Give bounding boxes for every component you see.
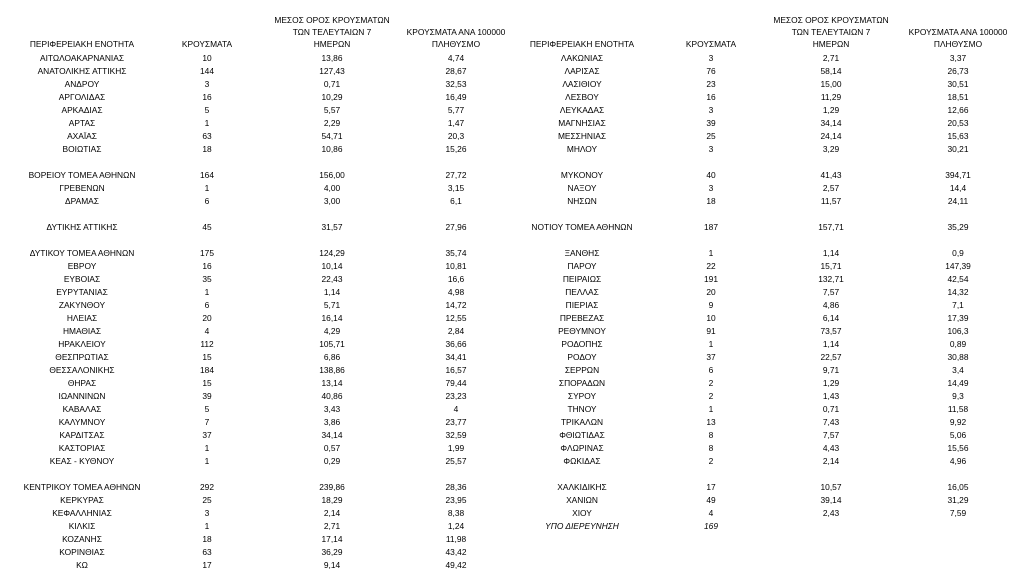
region-name: ΝΗΣΩΝ <box>567 196 597 206</box>
average-value: 15,71 <box>820 261 842 271</box>
cases-value: 25 <box>202 495 212 505</box>
average-value: 7,57 <box>822 430 840 440</box>
cases-value: 15 <box>202 378 212 388</box>
cases-value: 35 <box>202 274 212 284</box>
cases-value: 191 <box>704 274 718 284</box>
per-100k-value: 28,67 <box>445 66 467 76</box>
cases-value: 37 <box>202 430 212 440</box>
per-100k-value: 27,72 <box>445 170 467 180</box>
per-100k-value: 3,4 <box>952 365 964 375</box>
per-100k-value: 30,21 <box>947 144 969 154</box>
region-name: ΘΗΡΑΣ <box>67 378 97 388</box>
region-name: ΚΕΝΤΡΙΚΟΥ ΤΟΜΕΑ ΑΘΗΝΩΝ <box>23 482 141 492</box>
cases-value: 1 <box>708 248 714 258</box>
region-name: ΠΑΡΟΥ <box>567 261 597 271</box>
average-value: 54,71 <box>321 131 343 141</box>
average-value: 7,43 <box>822 417 840 427</box>
average-value: 34,14 <box>321 430 343 440</box>
cases-value: 18 <box>706 196 716 206</box>
average-value: 1,14 <box>323 287 341 297</box>
cases-value: 45 <box>202 222 212 232</box>
average-value: 10,86 <box>321 144 343 154</box>
per-100k-value: 11,98 <box>445 534 467 544</box>
region-name: ΤΡΙΚΑΛΩΝ <box>560 417 604 427</box>
region-name: ΑΙΤΩΛΟΑΚΑΡΝΑΝΙΑΣ <box>39 53 125 63</box>
per-100k-value: 42,54 <box>947 274 969 284</box>
cases-value: 112 <box>200 339 214 349</box>
region-name: ΚΕΡΚΥΡΑΣ <box>60 495 104 505</box>
per-100k-value: 14,72 <box>445 300 467 310</box>
cases-column-header: ΚΡΟΥΣΜΑΤΑ <box>685 39 737 49</box>
cases-value: 2 <box>708 456 714 466</box>
region-name: ΚΑΣΤΟΡΙΑΣ <box>58 443 106 453</box>
average-value: 2,14 <box>822 456 840 466</box>
average-value: 10,14 <box>321 261 343 271</box>
per-100k-value: 7,59 <box>949 508 967 518</box>
average-value: 6,86 <box>323 352 341 362</box>
region-name: ΡΟΔΟΠΗΣ <box>561 339 603 349</box>
average-value: 36,29 <box>321 547 343 557</box>
average-value: 4,86 <box>822 300 840 310</box>
average-value: 239,86 <box>319 482 345 492</box>
average-value: 6,14 <box>822 313 840 323</box>
average-value: 13,14 <box>321 378 343 388</box>
average-value: 40,86 <box>321 391 343 401</box>
cases-value: 39 <box>706 118 716 128</box>
average-7-days-column-header: ΜΕΣΟΣ ΟΡΟΣ ΚΡΟΥΣΜΑΤΩΝ <box>274 15 390 25</box>
per-100k-value: 3,15 <box>447 183 465 193</box>
cases-value: 20 <box>706 287 716 297</box>
average-value: 39,14 <box>820 495 842 505</box>
per-100k-value: 16,57 <box>445 365 467 375</box>
cases-value: 1 <box>204 287 210 297</box>
cases-value: 20 <box>202 313 212 323</box>
per-100k-value: 27,96 <box>445 222 467 232</box>
region-name: ΕΥΒΟΙΑΣ <box>63 274 101 284</box>
region-name: ΝΟΤΙΟΥ ΤΟΜΕΑ ΑΘΗΝΩΝ <box>531 222 633 232</box>
cases-value: 16 <box>202 261 212 271</box>
per-100k-value: 35,29 <box>947 222 969 232</box>
average-value: 138,86 <box>319 365 345 375</box>
average-value: 3,43 <box>323 404 341 414</box>
cases-value: 15 <box>202 352 212 362</box>
per-100k-value: 147,39 <box>945 261 971 271</box>
region-name: ΠΙΕΡΙΑΣ <box>565 300 599 310</box>
cases-value: 37 <box>706 352 716 362</box>
per-100k-value: 17,39 <box>947 313 969 323</box>
region-name: ΦΘΙΩΤΙΔΑΣ <box>559 430 605 440</box>
region-name: ΗΜΑΘΙΑΣ <box>62 326 102 336</box>
cases-value: 8 <box>708 430 714 440</box>
average-value: 2,71 <box>822 53 840 63</box>
average-7-days-column-header: ΜΕΣΟΣ ΟΡΟΣ ΚΡΟΥΣΜΑΤΩΝ <box>773 15 889 25</box>
cases-value: 2 <box>708 378 714 388</box>
per-100k-value: 1,47 <box>447 118 465 128</box>
cases-value: 187 <box>704 222 718 232</box>
region-name: ΚΟΡΙΝΘΙΑΣ <box>59 547 105 557</box>
region-name: ΑΝΔΡΟΥ <box>64 79 100 89</box>
average-value: 1,29 <box>822 105 840 115</box>
region-column-header: ΠΕΡΙΦΕΡΕΙΑΚΗ ΕΝΟΤΗΤΑ <box>529 39 635 49</box>
cases-value: 91 <box>706 326 716 336</box>
average-value: 16,14 <box>321 313 343 323</box>
per-100k-value: 5,06 <box>949 430 967 440</box>
per-100k-value: 12,66 <box>947 105 969 115</box>
per-100k-value: 23,95 <box>445 495 467 505</box>
region-name: ΚΑΒΑΛΑΣ <box>62 404 102 414</box>
region-name: ΕΥΡΥΤΑΝΙΑΣ <box>56 287 108 297</box>
average-value: 4,00 <box>323 183 341 193</box>
average-value: 1,14 <box>822 339 840 349</box>
cases-value: 10 <box>202 53 212 63</box>
cases-value: 7 <box>204 417 210 427</box>
cases-value: 5 <box>204 105 210 115</box>
average-value: 58,14 <box>820 66 842 76</box>
region-name: ΛΑΣΙΘΙΟΥ <box>562 79 602 89</box>
average-value: 24,14 <box>820 131 842 141</box>
per-100k-value: 11,58 <box>947 404 969 414</box>
region-name: ΔΥΤΙΚΗΣ ΑΤΤΙΚΗΣ <box>46 222 118 232</box>
cases-value: 3 <box>708 105 714 115</box>
region-name: ΚΑΛΥΜΝΟΥ <box>58 417 106 427</box>
cases-value: 4 <box>204 326 210 336</box>
per-100k-value: 9,3 <box>952 391 964 401</box>
per-100k-value: 15,26 <box>445 144 467 154</box>
per-100k-value: 23,23 <box>445 391 467 401</box>
cases-value: 25 <box>706 131 716 141</box>
per-100k-value: 1,24 <box>447 521 465 531</box>
average-value: 0,71 <box>822 404 840 414</box>
average-value: 156,00 <box>319 170 345 180</box>
per-100k-value: 16,6 <box>447 274 465 284</box>
cases-value: 164 <box>200 170 214 180</box>
per-100k-value: 4,98 <box>447 287 465 297</box>
average-value: 9,14 <box>323 560 341 570</box>
region-name: ΛΑΡΙΣΑΣ <box>564 66 600 76</box>
region-name: ΔΡΑΜΑΣ <box>65 196 99 206</box>
average-value: 18,29 <box>321 495 343 505</box>
average-value: 132,71 <box>818 274 844 284</box>
cases-value: 10 <box>706 313 716 323</box>
per-100k-value: 28,36 <box>445 482 467 492</box>
region-name: ΒΟΙΩΤΙΑΣ <box>62 144 102 154</box>
cases-value: 169 <box>704 521 718 531</box>
per-100k-value: 43,42 <box>445 547 467 557</box>
average-value: 127,43 <box>319 66 345 76</box>
region-name: ΥΠΟ ΔΙΕΡΕΥΝΗΣΗ <box>545 521 619 531</box>
cases-value: 8 <box>708 443 714 453</box>
region-name: ΚΕΑΣ - ΚΥΘΝΟΥ <box>49 456 115 466</box>
average-value: 0,71 <box>323 79 341 89</box>
per-100k-value: 15,56 <box>947 443 969 453</box>
region-name: ΒΟΡΕΙΟΥ ΤΟΜΕΑ ΑΘΗΝΩΝ <box>28 170 136 180</box>
average-value: 11,29 <box>820 92 842 102</box>
average-value: 4,29 <box>323 326 341 336</box>
average-value: 9,71 <box>822 365 840 375</box>
average-value: 124,29 <box>319 248 345 258</box>
region-name: ΦΛΩΡΙΝΑΣ <box>560 443 604 453</box>
region-name: ΚΕΦΑΛΛΗΝΙΑΣ <box>52 508 112 518</box>
average-value: 4,43 <box>822 443 840 453</box>
per-100k-value: 4,74 <box>447 53 465 63</box>
cases-value: 1 <box>204 521 210 531</box>
per-100k-value: 16,49 <box>445 92 467 102</box>
region-name: ΕΒΡΟΥ <box>67 261 97 271</box>
per-100k-value: 23,77 <box>445 417 467 427</box>
per-100k-value: 0,9 <box>952 248 964 258</box>
cases-value: 3 <box>708 53 714 63</box>
per-100k-value: 25,57 <box>445 456 467 466</box>
cases-value: 16 <box>706 92 716 102</box>
region-name: ΓΡΕΒΕΝΩΝ <box>59 183 105 193</box>
region-name: ΙΩΑΝΝΙΝΩΝ <box>58 391 106 401</box>
region-name: ΛΕΣΒΟΥ <box>565 92 599 102</box>
cases-value: 63 <box>202 131 212 141</box>
region-name: ΠΕΙΡΑΙΩΣ <box>562 274 602 284</box>
cases-value: 1 <box>708 339 714 349</box>
region-name: ΜΑΓΝΗΣΙΑΣ <box>558 118 606 128</box>
per-100k-value: 1,99 <box>447 443 465 453</box>
cases-value: 17 <box>706 482 716 492</box>
average-7-days-column-header: ΗΜΕΡΩΝ <box>313 39 351 49</box>
cases-value: 175 <box>200 248 214 258</box>
cases-value: 18 <box>202 144 212 154</box>
cases-column-header: ΚΡΟΥΣΜΑΤΑ <box>181 39 233 49</box>
average-value: 3,29 <box>822 144 840 154</box>
per-100k-value: 16,05 <box>947 482 969 492</box>
average-7-days-column-header: ΤΩΝ ΤΕΛΕΥΤΑΙΩΝ 7 <box>292 27 372 37</box>
cases-value: 292 <box>200 482 214 492</box>
cases-value: 1 <box>708 404 714 414</box>
average-value: 2,43 <box>822 508 840 518</box>
cases-value: 49 <box>706 495 716 505</box>
cases-value: 1 <box>204 183 210 193</box>
cases-value: 6 <box>204 300 210 310</box>
region-name: ΑΝΑΤΟΛΙΚΗΣ ΑΤΤΙΚΗΣ <box>37 66 127 76</box>
average-value: 11,57 <box>820 196 842 206</box>
average-value: 7,57 <box>822 287 840 297</box>
per-100k-value: 2,84 <box>447 326 465 336</box>
region-name: ΣΠΟΡΑΔΩΝ <box>558 378 606 388</box>
region-name: ΛΑΚΩΝΙΑΣ <box>560 53 604 63</box>
region-name: ΚΩ <box>76 560 88 570</box>
average-value: 3,86 <box>323 417 341 427</box>
region-column-header: ΠΕΡΙΦΕΡΕΙΑΚΗ ΕΝΟΤΗΤΑ <box>29 39 135 49</box>
per-100k-value: 32,59 <box>445 430 467 440</box>
per-100k-value: 9,92 <box>949 417 967 427</box>
average-value: 2,14 <box>323 508 341 518</box>
per-100k-value: 35,74 <box>445 248 467 258</box>
per-100k-value: 30,88 <box>947 352 969 362</box>
cases-value: 5 <box>204 404 210 414</box>
average-7-days-column-header: ΤΩΝ ΤΕΛΕΥΤΑΙΩΝ 7 <box>791 27 871 37</box>
average-value: 15,00 <box>820 79 842 89</box>
region-name: ΚΙΛΚΙΣ <box>68 521 96 531</box>
region-name: ΖΑΚΥΝΘΟΥ <box>58 300 106 310</box>
cases-value: 3 <box>204 508 210 518</box>
cases-value: 6 <box>708 365 714 375</box>
cases-value: 1 <box>204 456 210 466</box>
average-7-days-column-header: ΗΜΕΡΩΝ <box>812 39 850 49</box>
average-value: 3,00 <box>323 196 341 206</box>
per-100k-value: 34,41 <box>445 352 467 362</box>
region-name: ΜΥΚΟΝΟΥ <box>560 170 604 180</box>
region-name: ΦΩΚΙΔΑΣ <box>563 456 601 466</box>
cases-value: 1 <box>204 118 210 128</box>
region-name: ΘΕΣΣΑΛΟΝΙΚΗΣ <box>49 365 115 375</box>
region-name: ΜΗΛΟΥ <box>566 144 598 154</box>
average-value: 5,57 <box>323 105 341 115</box>
average-value: 0,29 <box>323 456 341 466</box>
cases-value: 3 <box>204 79 210 89</box>
cases-value: 22 <box>706 261 716 271</box>
cases-value: 184 <box>200 365 214 375</box>
average-value: 73,57 <box>820 326 842 336</box>
region-name: ΘΕΣΠΡΩΤΙΑΣ <box>55 352 109 362</box>
cases-value: 39 <box>202 391 212 401</box>
per-100k-value: 14,49 <box>947 378 969 388</box>
average-value: 2,57 <box>822 183 840 193</box>
region-name: ΔΥΤΙΚΟΥ ΤΟΜΕΑ ΑΘΗΝΩΝ <box>29 248 135 258</box>
region-name: ΗΡΑΚΛΕΙΟΥ <box>58 339 106 349</box>
per-100k-column-header: ΠΛΗΘΥΣΜΟ <box>431 39 481 49</box>
average-value: 34,14 <box>820 118 842 128</box>
average-value: 105,71 <box>319 339 345 349</box>
per-100k-value: 15,63 <box>947 131 969 141</box>
cases-value: 18 <box>202 534 212 544</box>
per-100k-value: 14,4 <box>949 183 967 193</box>
region-name: ΣΕΡΡΩΝ <box>564 365 600 375</box>
per-100k-value: 79,44 <box>445 378 467 388</box>
average-value: 10,29 <box>321 92 343 102</box>
per-100k-value: 394,71 <box>945 170 971 180</box>
cases-value: 1 <box>204 443 210 453</box>
per-100k-value: 8,38 <box>447 508 465 518</box>
average-value: 1,14 <box>822 248 840 258</box>
per-100k-value: 12,55 <box>445 313 467 323</box>
per-100k-value: 10,81 <box>445 261 467 271</box>
cases-value: 144 <box>200 66 214 76</box>
per-100k-value: 30,51 <box>947 79 969 89</box>
region-name: ΡΕΘΥΜΝΟΥ <box>558 326 606 336</box>
per-100k-value: 5,77 <box>447 105 465 115</box>
per-100k-value: 24,11 <box>947 196 969 206</box>
region-name: ΑΡΚΑΔΙΑΣ <box>61 105 103 115</box>
per-100k-value: 36,66 <box>445 339 467 349</box>
per-100k-value: 18,51 <box>947 92 969 102</box>
cases-value: 4 <box>708 508 714 518</box>
region-name: ΧΑΛΚΙΔΙΚΗΣ <box>557 482 607 492</box>
cases-value: 6 <box>204 196 210 206</box>
region-name: ΞΑΝΘΗΣ <box>564 248 600 258</box>
cases-value: 76 <box>706 66 716 76</box>
average-value: 17,14 <box>321 534 343 544</box>
region-name: ΚΑΡΔΙΤΣΑΣ <box>59 430 105 440</box>
per-100k-value: 32,53 <box>445 79 467 89</box>
average-value: 13,86 <box>321 53 343 63</box>
cases-value: 9 <box>708 300 714 310</box>
per-100k-value: 0,89 <box>949 339 967 349</box>
average-value: 10,57 <box>820 482 842 492</box>
average-value: 5,71 <box>323 300 341 310</box>
cases-value: 17 <box>202 560 212 570</box>
region-name: ΡΟΔΟΥ <box>567 352 597 362</box>
region-name: ΤΗΝΟΥ <box>567 404 597 414</box>
cases-value: 16 <box>202 92 212 102</box>
region-name: ΣΥΡΟΥ <box>567 391 597 401</box>
per-100k-value: 4 <box>453 404 459 414</box>
per-100k-value: 14,32 <box>947 287 969 297</box>
cases-value: 3 <box>708 144 714 154</box>
region-name: ΧΑΝΙΩΝ <box>566 495 598 505</box>
region-name: ΑΧΑΪΑΣ <box>67 131 97 141</box>
region-name: ΛΕΥΚΑΔΑΣ <box>559 105 605 115</box>
average-value: 2,29 <box>323 118 341 128</box>
cases-value: 13 <box>706 417 716 427</box>
average-value: 22,57 <box>820 352 842 362</box>
average-value: 157,71 <box>818 222 844 232</box>
cases-value: 40 <box>706 170 716 180</box>
region-name: ΠΕΛΛΑΣ <box>565 287 599 297</box>
region-name: ΠΡΕΒΕΖΑΣ <box>559 313 605 323</box>
per-100k-value: 3,37 <box>949 53 967 63</box>
region-name: ΜΕΣΣΗΝΙΑΣ <box>557 131 607 141</box>
region-name: ΧΙΟΥ <box>572 508 592 518</box>
region-name: ΗΛΕΙΑΣ <box>66 313 98 323</box>
cases-value: 23 <box>706 79 716 89</box>
per-100k-value: 4,96 <box>949 456 967 466</box>
per-100k-value: 20,3 <box>447 131 465 141</box>
region-name: ΑΡΓΟΛΙΔΑΣ <box>58 92 106 102</box>
average-value: 31,57 <box>321 222 343 232</box>
per-100k-value: 31,29 <box>947 495 969 505</box>
per-100k-value: 49,42 <box>445 560 467 570</box>
region-name: ΝΑΞΟΥ <box>567 183 597 193</box>
average-value: 22,43 <box>321 274 343 284</box>
average-value: 0,57 <box>323 443 341 453</box>
average-value: 2,71 <box>323 521 341 531</box>
per-100k-value: 26,73 <box>947 66 969 76</box>
average-value: 1,29 <box>822 378 840 388</box>
per-100k-column-header: ΠΛΗΘΥΣΜΟ <box>933 39 983 49</box>
cases-value: 3 <box>708 183 714 193</box>
per-100k-value: 20,53 <box>947 118 969 128</box>
region-name: ΑΡΤΑΣ <box>68 118 96 128</box>
per-100k-value: 7,1 <box>952 300 964 310</box>
per-100k-column-header: ΚΡΟΥΣΜΑΤΑ ΑΝΑ 100000 <box>406 27 506 37</box>
cases-value: 63 <box>202 547 212 557</box>
per-100k-value: 6,1 <box>450 196 462 206</box>
per-100k-column-header: ΚΡΟΥΣΜΑΤΑ ΑΝΑ 100000 <box>908 27 1008 37</box>
region-name: ΚΟΖΑΝΗΣ <box>62 534 102 544</box>
average-value: 41,43 <box>820 170 842 180</box>
average-value: 1,43 <box>822 391 840 401</box>
per-100k-value: 106,3 <box>947 326 969 336</box>
cases-value: 2 <box>708 391 714 401</box>
